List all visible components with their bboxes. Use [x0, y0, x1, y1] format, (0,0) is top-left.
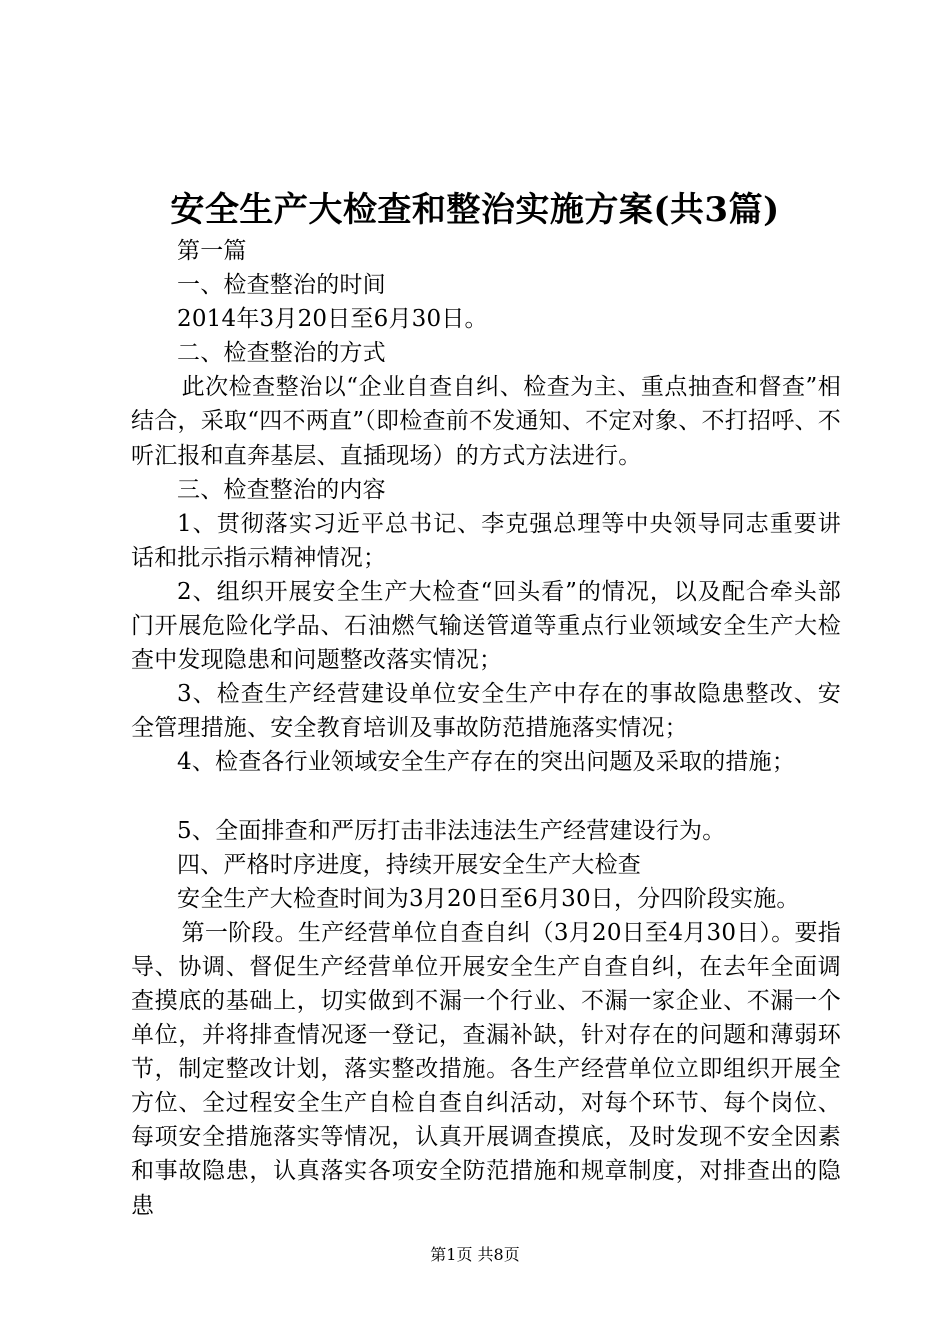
section-heading: 三、检查整治的内容 — [177, 476, 386, 503]
list-item: 1、贯彻落实习近平总书记、李克强总理等中央领导同志重要讲话和批示指示精神情况； — [131, 510, 841, 571]
document-body — [131, 234, 841, 1223]
page-number: 第1页 共8页 — [430, 1245, 520, 1264]
document-title: 安全生产大检查和整治实施方案(共3篇) — [170, 190, 780, 230]
body-paragraph: 第一阶段。生产经营单位自查自纠（3月20日至4月30日）。要指导、协调、督促生产经营单位开展安全生产自查自纠，在去年全面调查摸底的基础上，切实做到不漏一个行业、不漏一家企业、不漏一个单位，并将排查情况逐一登记，查漏补缺，针对存在的问题和薄弱环节，制定整改计划，落实整改措施。各生产经营单位立即组织开展全方位、全过程安全生产自检自查自纠活动，对每个环节、每个岗位、每项安全措施落实等情况，认真开展调查摸底，及时发现不安全因素和事故隐患，认真落实各项安全防范措施和规章制度，对排查出的隐患 — [131, 919, 841, 1219]
body-paragraph: 此次检查整治以“企业自查自纠、检查为主、重点抽查和督查”相结合，采取“四不两直”（即检查前不发通知、不定对象、不打招呼、不听汇报和直奔基层、直插现场）的方式方法进行。 — [131, 374, 841, 469]
list-item: 3、检查生产经营建设单位安全生产中存在的事故隐患整改、安全管理措施、安全教育培训及事故防范措施落实情况； — [131, 681, 841, 742]
list-item: 5、全面排查和严厉打击非法违法生产经营建设行为。 — [177, 817, 726, 844]
section-heading: 一、检查整治的时间 — [177, 272, 386, 299]
section-heading: 第一篇 — [177, 238, 247, 264]
body-paragraph: 安全生产大检查时间为3月20日至6月30日，分四阶段实施。 — [177, 885, 800, 912]
list-item: 4、检查各行业领域安全生产存在的突出问题及采取的措施； — [177, 749, 796, 776]
section-heading: 四、严格时序进度，持续开展安全生产大检查 — [177, 851, 641, 878]
list-item: 2、组织开展安全生产大检查“回头看”的情况，以及配合牵头部门开展危险化学品、石油燃气输送管道等重点行业领域安全生产大检查中发现隐患和问题整改落实情况； — [131, 578, 841, 674]
section-heading: 二、检查整治的方式 — [177, 340, 386, 367]
body-paragraph: 2014年3月20日至6月30日。 — [177, 306, 488, 333]
